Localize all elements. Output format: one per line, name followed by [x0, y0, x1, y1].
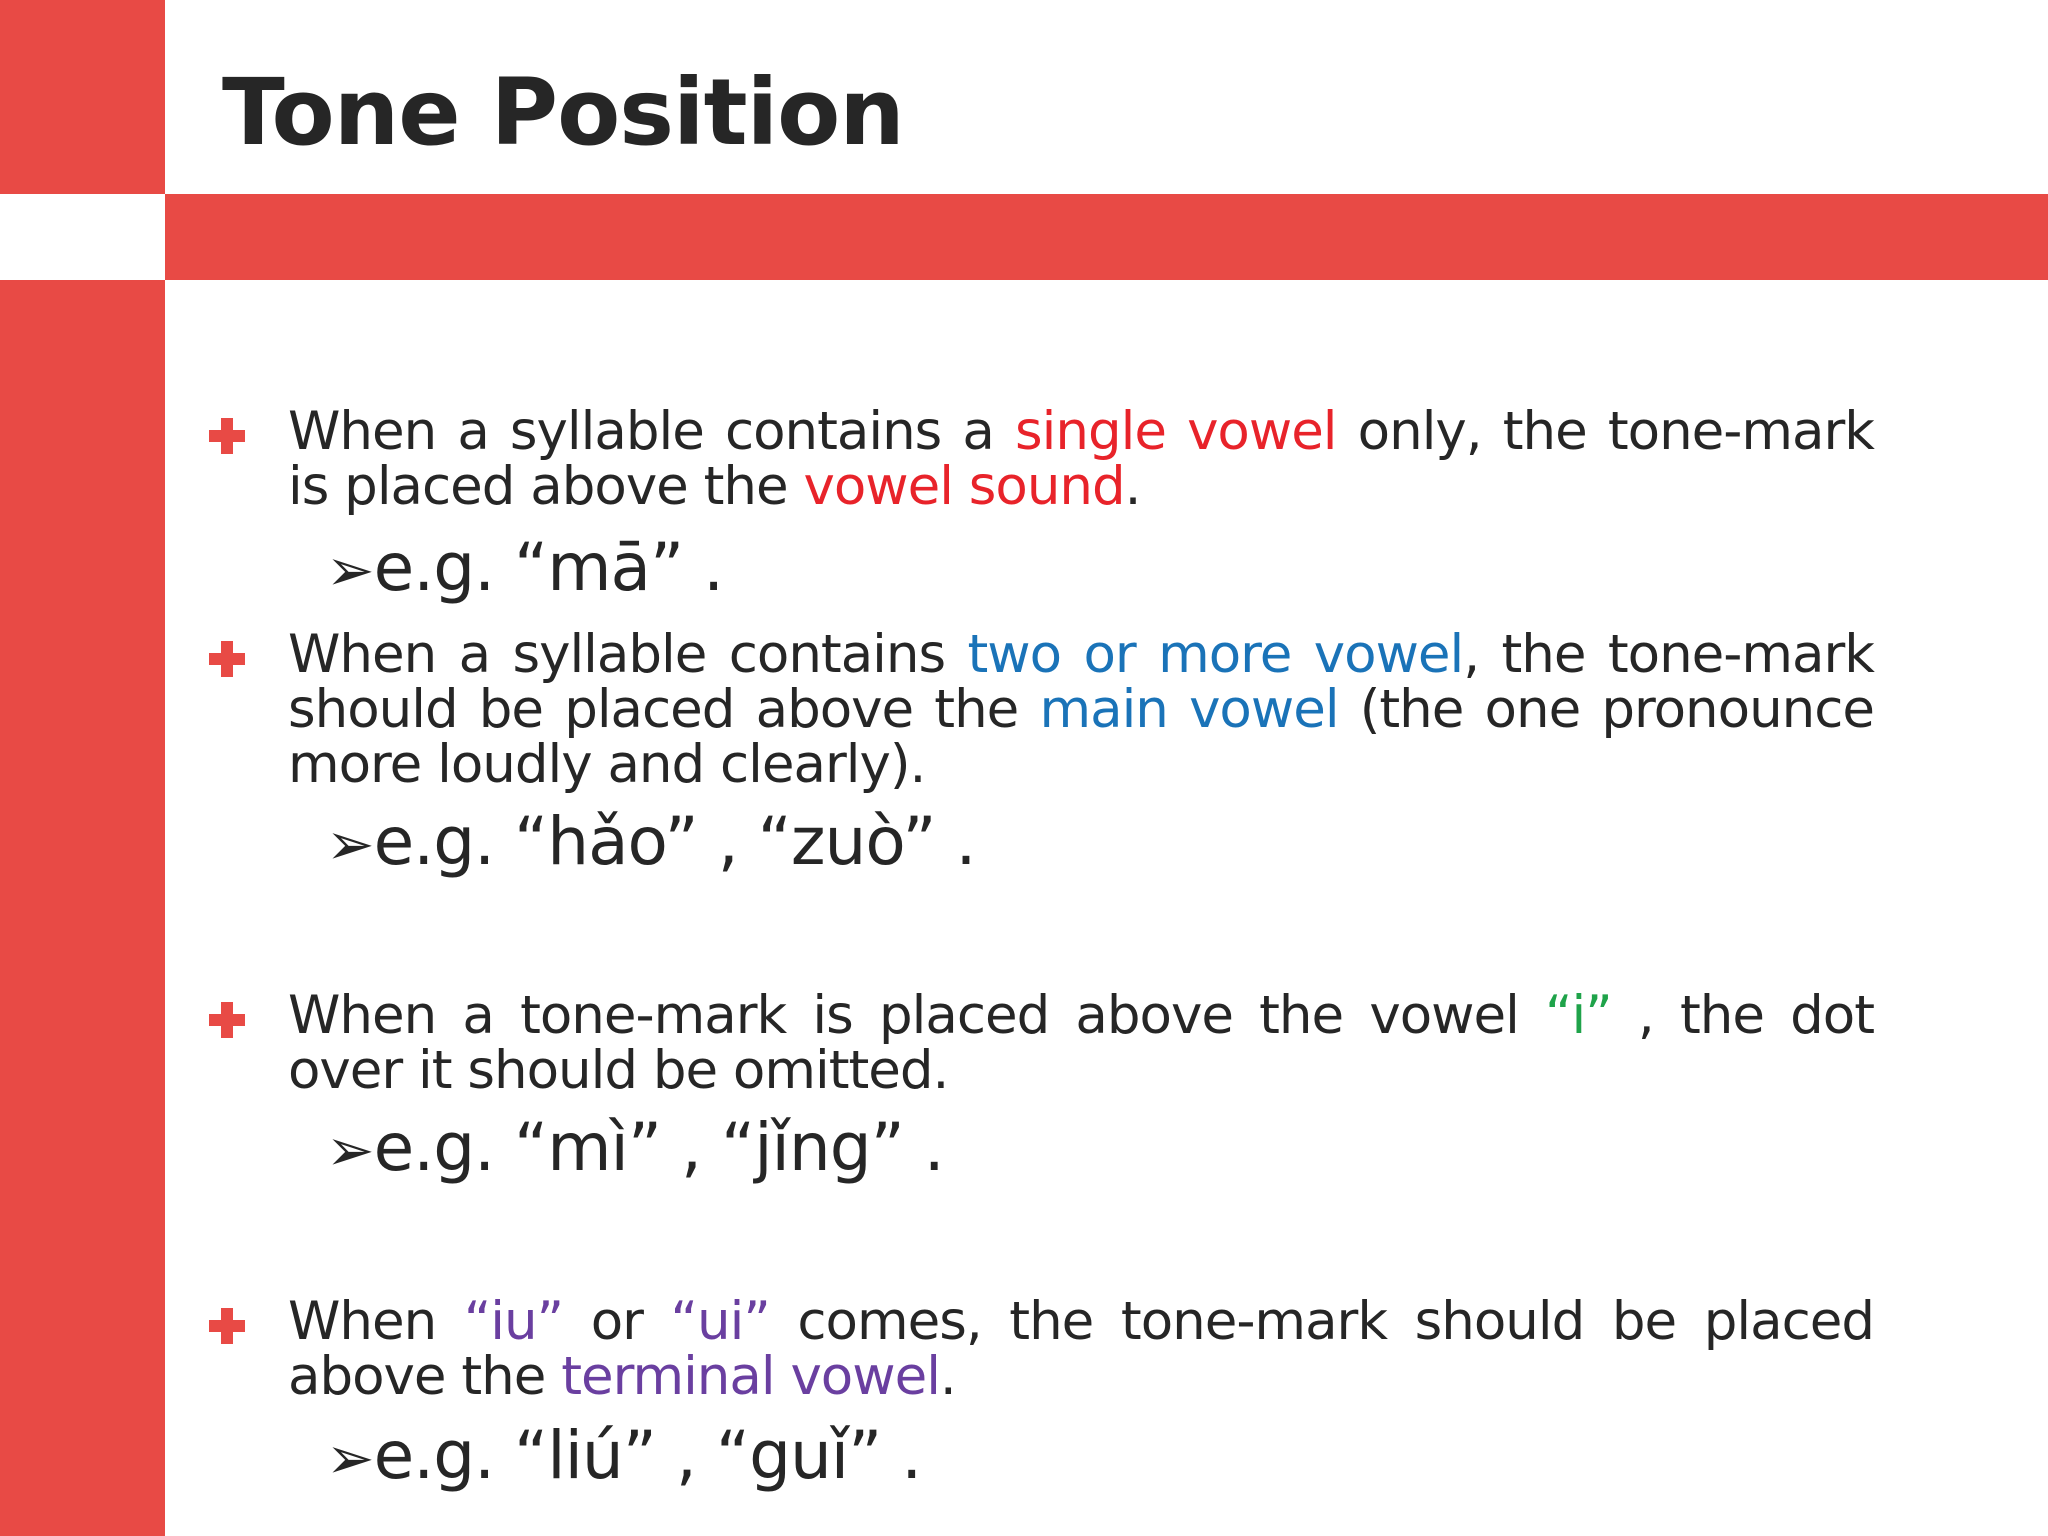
rule-4-highlight-ui: “ui”: [670, 1291, 770, 1352]
rule-3-part-3: , the dot over it should be omitted.: [288, 985, 1874, 1101]
rule-4-part-3: or: [563, 1291, 671, 1352]
rule-1-part-3: only, the tone-mark is placed above the: [288, 401, 1874, 517]
arrowhead-icon: ➢: [326, 1424, 374, 1492]
rule-3-example-text: e.g. “mì” , “jǐng” .: [373, 1109, 944, 1186]
rule-text-3: [288, 985, 1874, 1101]
plus-bullet-icon: [205, 998, 249, 1042]
plus-bullet-icon: [205, 637, 249, 681]
rule-1-highlight-single-vowel: single vowel: [1015, 401, 1337, 462]
rule-3-part-1: When a tone-mark is placed above the vowel: [288, 985, 1546, 1046]
slide-title: Tone Position: [222, 59, 904, 166]
rule-text-2: [288, 624, 1874, 795]
rule-2-part-1: When a syllable contains: [288, 624, 968, 685]
plus-bullet-icon: [205, 414, 249, 458]
arrowhead-icon: ➢: [326, 536, 374, 604]
plus-bullet-icon: [205, 1304, 249, 1348]
rule-4-highlight-terminal-vowel: terminal vowel: [561, 1346, 940, 1407]
decor-bar-horizontal: [165, 194, 2048, 280]
decor-bar-left-bottom: [0, 280, 165, 1536]
rule-4-part-7: .: [939, 1346, 956, 1407]
rule-2-part-3: , the tone-mark should be placed above the: [288, 624, 1874, 740]
rule-2-example: [326, 802, 976, 884]
rule-3-highlight-i: “i”: [1545, 985, 1612, 1046]
rule-2-part-5: (the one pronounce more loudly and clearly).: [288, 679, 1874, 795]
arrowhead-icon: ➢: [326, 1116, 374, 1184]
rule-2-highlight-main-vowel: main vowel: [1039, 679, 1339, 740]
rule-3-example: [326, 1108, 944, 1190]
arrowhead-icon: ➢: [326, 810, 374, 878]
rule-4-part-1: When: [288, 1291, 464, 1352]
rule-4-highlight-iu: “iu”: [463, 1291, 564, 1352]
rule-4-part-5: comes, the tone-mark should be placed above the: [288, 1291, 1874, 1407]
rule-text-1: [288, 401, 1874, 517]
rule-4-example: [326, 1416, 921, 1498]
rule-1-highlight-vowel-sound: vowel sound: [803, 456, 1125, 517]
rule-1-example: [326, 528, 723, 610]
rule-1-part-5: .: [1124, 456, 1141, 517]
rule-2-example-text: e.g. “hǎo” , “zuò” .: [373, 803, 976, 880]
decor-bar-left-top: [0, 0, 165, 194]
rule-text-4: [288, 1291, 1874, 1407]
rule-1-example-text: e.g. “mā” .: [373, 529, 724, 606]
rule-2-highlight-two-or-more: two or more vowel: [967, 624, 1464, 685]
rule-4-example-text: e.g. “liú” , “guǐ” .: [373, 1417, 922, 1494]
rule-1-part-1: When a syllable contains a: [288, 401, 1016, 462]
